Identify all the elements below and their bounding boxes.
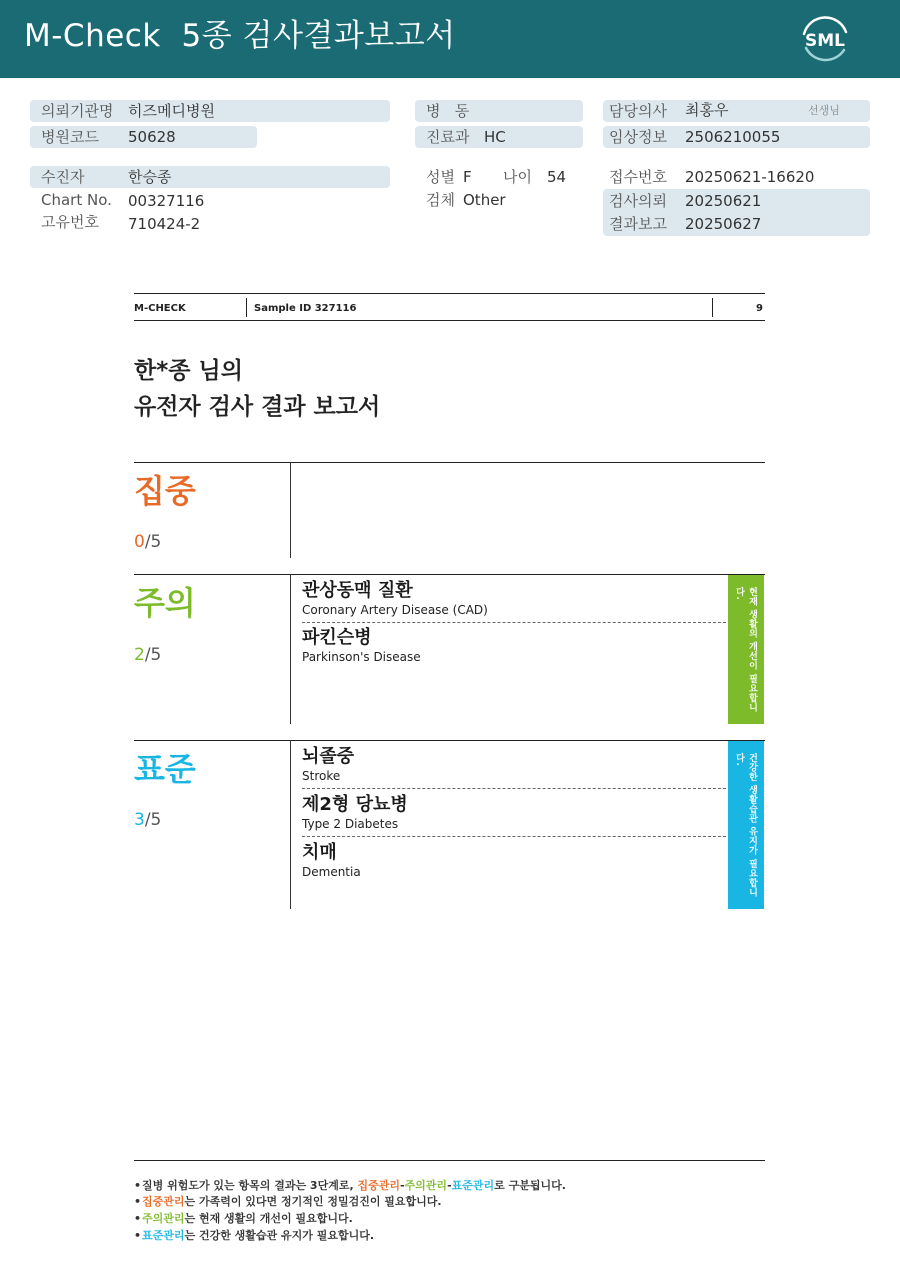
- doctor-value: 최홍우: [685, 101, 729, 119]
- term-standard: 표준관리: [142, 1229, 185, 1242]
- specimen-value: Other: [463, 191, 506, 209]
- chart-no-label: Chart No.: [41, 191, 112, 209]
- disease-name-en: Type 2 Diabetes: [302, 817, 399, 831]
- report-title-line1: 한*종 님의: [134, 358, 243, 384]
- term-intensive: 집중관리: [142, 1195, 185, 1208]
- footnote-text: 는 현재 생활의 개선이 필요합니다.: [184, 1212, 353, 1225]
- running-header-top-rule: [134, 293, 765, 294]
- section-rule: [134, 462, 765, 463]
- institution-label: 의뢰기관명: [41, 102, 114, 120]
- term-intensive: 집중관리: [357, 1179, 400, 1192]
- disease-separator: [302, 788, 726, 789]
- footnote-line: [134, 1211, 353, 1227]
- count-value: 0: [134, 532, 145, 552]
- ward-label: 병 동: [426, 102, 470, 120]
- disease-item: [302, 746, 354, 784]
- footnote-text: 는 건강한 생활습관 유지가 필요합니다.: [184, 1229, 375, 1242]
- running-header-divider: [712, 298, 713, 317]
- sml-logo: [796, 12, 854, 66]
- section-divider: [290, 574, 291, 724]
- separator: -: [399, 1179, 405, 1192]
- standard-side-note: 건강한 생활습관 유지가 필요합니다.: [728, 741, 764, 909]
- department-value: HC: [484, 128, 506, 146]
- term-caution: 주의관리: [142, 1212, 185, 1225]
- footnote-text: 질병 위험도가 있는 항목의 결과는 3단계로,: [142, 1179, 358, 1192]
- category-standard-title: 표준: [134, 750, 196, 788]
- brand-label: M-CHECK: [134, 303, 186, 314]
- disease-name-ko: 관상동맥 질환: [302, 580, 413, 601]
- department-label: 진료과: [426, 128, 470, 146]
- term-standard: 표준관리: [451, 1179, 495, 1192]
- caution-side-note: 현재 생활의 개선이 필요합니다.: [728, 575, 764, 724]
- doctor-suffix: 선생님: [808, 104, 840, 117]
- count-total: /5: [144, 810, 162, 830]
- disease-item: [302, 627, 421, 665]
- running-header-bottom-rule: [134, 320, 765, 321]
- footnote-rule: [134, 1160, 765, 1161]
- disease-separator: [302, 836, 726, 837]
- section-rule: [134, 574, 765, 575]
- disease-name-ko: 뇌졸중: [302, 746, 355, 767]
- clinical-info-value: 2506210055: [685, 128, 781, 146]
- footnote-text: 는 가족력이 있다면 정기적인 정밀검진이 필요합니다.: [184, 1195, 442, 1208]
- disease-item: [302, 580, 488, 618]
- report-date-value: 20250627: [685, 215, 762, 233]
- disease-name-en: Dementia: [302, 865, 361, 879]
- receipt-no-value: 20250621-16620: [685, 168, 815, 186]
- disease-name-en: Parkinson's Disease: [302, 650, 421, 664]
- report-title: M-Check 5종 검사결과보고서: [24, 18, 456, 54]
- section-divider: [290, 740, 291, 909]
- receipt-no-label: 접수번호: [609, 168, 667, 186]
- chart-no-value: 00327116: [128, 192, 205, 210]
- category-caution-title: 주의: [134, 584, 196, 622]
- specimen-label: 검체: [426, 191, 455, 209]
- category-caution-count: [134, 644, 161, 666]
- report-date-label: 결과보고: [609, 215, 667, 233]
- disease-name-en: Coronary Artery Disease (CAD): [302, 603, 488, 617]
- unique-no-value: 710424-2: [128, 215, 201, 233]
- unique-no-label: 고유번호: [41, 213, 99, 231]
- request-date-value: 20250621: [685, 192, 762, 210]
- sex-label: 성별: [426, 168, 455, 186]
- count-value: 3: [134, 810, 145, 830]
- examinee-value: 한승종: [128, 168, 172, 186]
- running-header-divider: [246, 298, 247, 317]
- disease-item: [302, 842, 361, 880]
- disease-name-ko: 제2형 당뇨병: [302, 794, 408, 815]
- count-total: /5: [144, 645, 162, 665]
- disease-name-ko: 파킨슨병: [302, 627, 372, 648]
- bullet: •: [134, 1229, 142, 1242]
- age-label: 나이: [503, 168, 532, 186]
- category-intensive-count: [134, 531, 161, 553]
- footnote-text: 로 구분됩니다.: [494, 1179, 566, 1192]
- sex-value: F: [463, 168, 472, 186]
- count-value: 2: [134, 645, 145, 665]
- disease-separator: [302, 622, 726, 623]
- header-bar: [0, 0, 900, 78]
- footnote-line: [134, 1228, 374, 1244]
- disease-item: [302, 794, 408, 832]
- bullet: •: [134, 1179, 142, 1192]
- footnote-line: [134, 1178, 566, 1194]
- disease-name-ko: 치매: [302, 842, 337, 863]
- term-caution: 주의관리: [404, 1179, 448, 1192]
- logo-text: SML: [805, 31, 845, 51]
- bullet: •: [134, 1195, 142, 1208]
- hospital-code-label: 병원코드: [41, 128, 99, 146]
- disease-name-en: Stroke: [302, 769, 341, 783]
- doctor-label: 담당의사: [609, 102, 667, 120]
- separator: -: [447, 1179, 452, 1192]
- section-rule: [134, 740, 765, 741]
- bullet: •: [134, 1212, 142, 1225]
- category-intensive-title: 집중: [134, 472, 196, 510]
- institution-value: 히즈메디병원: [128, 102, 215, 120]
- page-number: 9: [756, 303, 763, 314]
- sample-id: Sample ID 327116: [254, 303, 357, 314]
- footnote-line: [134, 1194, 442, 1210]
- examinee-label: 수진자: [41, 168, 85, 186]
- request-date-label: 검사의뢰: [609, 192, 667, 210]
- report-title-line2: 유전자 검사 결과 보고서: [134, 394, 381, 420]
- section-divider: [290, 462, 291, 558]
- hospital-code-value: 50628: [128, 128, 176, 146]
- category-standard-count: [134, 809, 161, 831]
- clinical-info-label: 임상정보: [609, 128, 667, 146]
- age-value: 54: [547, 168, 567, 186]
- count-total: /5: [144, 532, 162, 552]
